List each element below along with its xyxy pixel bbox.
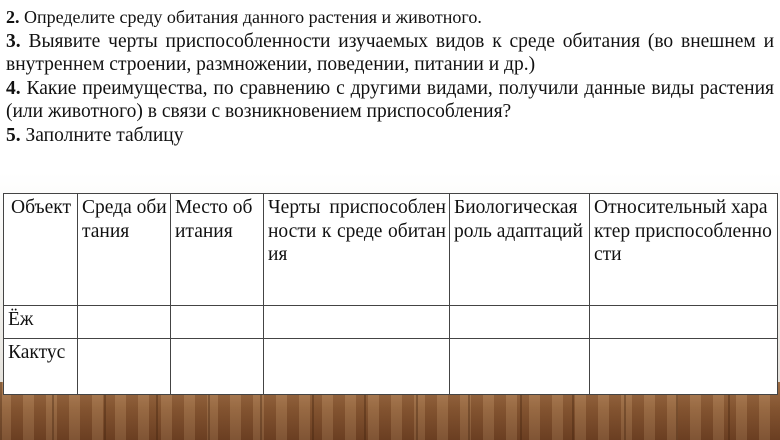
table-cell[interactable] (264, 339, 450, 395)
row-object-cell: Ёж (4, 306, 78, 339)
question-4 (6, 77, 774, 124)
question-text: Определите среду обитания данного растения и животного. (19, 7, 482, 27)
question-text: Выявите черты приспособленности изучаемых видов к среде обитания (во внешнем и внутреннем строении, размножении, поведении, питании и др.) (6, 30, 774, 75)
questions-block (6, 6, 774, 147)
header-adaptation-features: Черты приспособленности к среде обитания (264, 194, 450, 306)
table-row (4, 339, 778, 395)
table-row (4, 306, 778, 339)
table-cell[interactable] (450, 339, 590, 395)
adaptation-table (3, 193, 778, 395)
question-number: 5. (6, 124, 21, 146)
row-object-cell: Кактус (4, 339, 78, 395)
table-cell[interactable] (590, 306, 778, 339)
question-5 (6, 124, 774, 148)
header-biological-role: Биологическая роль адаптаций (450, 194, 590, 306)
question-2 (6, 6, 774, 30)
table-cell[interactable] (171, 339, 264, 395)
header-habitat: Место обитания (171, 194, 264, 306)
table-cell[interactable] (78, 339, 171, 395)
table-cell[interactable] (450, 306, 590, 339)
table-cell[interactable] (171, 306, 264, 339)
table-cell[interactable] (590, 339, 778, 395)
question-number: 2. (6, 7, 20, 27)
question-text: Заполните таблицу (20, 124, 184, 146)
table-cell[interactable] (78, 306, 171, 339)
question-number: 4. (6, 77, 21, 99)
table-cell[interactable] (264, 306, 450, 339)
question-text: Какие преимущества, по сравнению с другими видами, получили данные виды растения (или животного) в связи с возникновением приспособления? (6, 77, 774, 122)
question-3 (6, 30, 774, 77)
header-object: Объект (4, 194, 78, 306)
question-number: 3. (6, 30, 21, 52)
table-header-row (4, 194, 778, 306)
header-environment: Среда обитания (78, 194, 171, 306)
header-relative-character: Относительный характер приспособленности (590, 194, 778, 306)
